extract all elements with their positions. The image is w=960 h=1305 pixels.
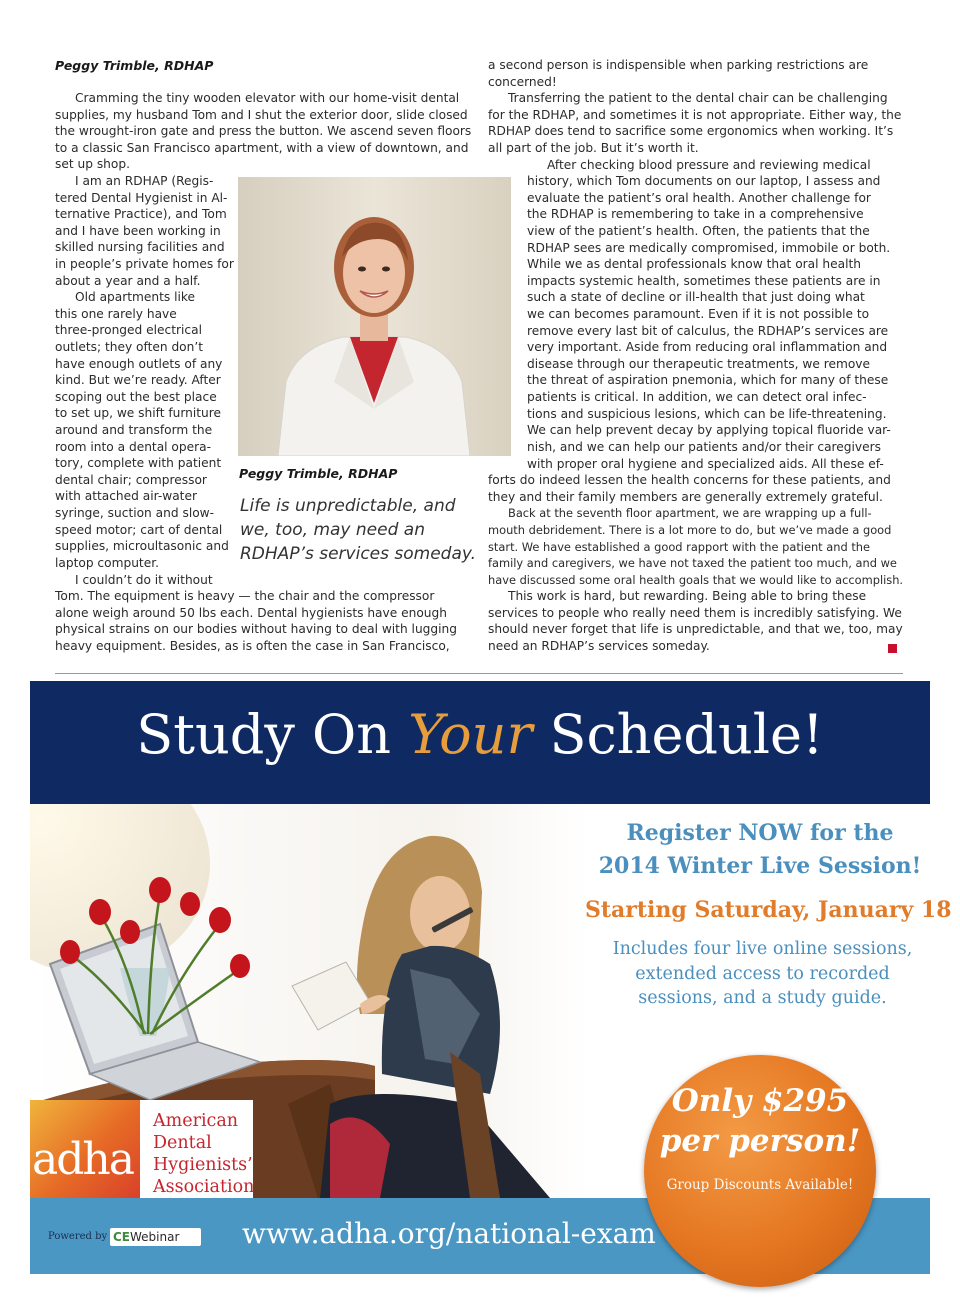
article-text-line: they and their family members are generally extremely grateful. [488, 490, 883, 504]
ad-headline-emphasis: Your [408, 703, 533, 766]
adha-logo-mark [30, 1100, 140, 1198]
end-mark-icon [888, 644, 897, 653]
article-text-line: history, which Tom documents on our laptop, I assess and [527, 174, 881, 188]
adha-logo-text [153, 1110, 254, 1198]
article-text-line: impacts systemic health, sometimes these patients are in [527, 274, 881, 288]
article-text-line: have discussed some oral health goals that we would like to accomplish. [488, 573, 904, 587]
article-text-line: This work is hard, but rewarding. Being able to bring these [508, 589, 867, 603]
section-divider [55, 673, 903, 674]
article-text-line: to set up, we shift furniture [55, 406, 222, 420]
article-text-line: Back at the seventh floor apartment, we are wrapping up a full- [508, 506, 872, 520]
article-text-line: alone weigh around 50 lbs each. Dental hygienists have enough [55, 606, 447, 620]
article-text-line: forts do indeed lessen the health concerns for these patients, and [488, 473, 891, 487]
price-line: per person! [659, 1123, 861, 1159]
article-text-line: the wrought-iron gate and press the button. We ascend seven floors [55, 124, 472, 138]
ad-includes-line: sessions, and a study guide. [638, 988, 887, 1008]
article-text-line: scoping out the best place [55, 390, 217, 404]
article-text-line: for the RDHAP, and sometimes it is not appropriate. Either way, the [488, 108, 902, 122]
ad-register-line: 2014 Winter Live Session! [598, 853, 922, 879]
article-text-line: syringe, suction and slow- [55, 506, 215, 520]
article-text-line: tions and suspicious lesions, which can be life-threatening. [527, 407, 887, 421]
article-text-line: this one rarely have [55, 307, 177, 321]
ad-headline-part1: Study On [136, 703, 409, 766]
article-text-line: mouth debridement. There is a lot more to do, but we’ve made a good [488, 523, 892, 537]
article-text-line: We can help prevent decay by applying topical fluoride var- [527, 423, 891, 437]
article-text-line: disease through our therapeutic treatments, we remove [527, 357, 871, 371]
article-text-line: dental chair; compressor [55, 473, 207, 487]
pull-quote-line: Life is unpredictable, and [240, 496, 456, 516]
article-text-line: While we as dental professionals know that oral health [527, 257, 861, 271]
article-text-line: the threat of aspiration pnemonia, which for many of these [527, 373, 889, 387]
article-text-line: I couldn’t do it without [75, 573, 213, 587]
ad-start-date: Starting Saturday, January 18 [585, 897, 952, 923]
article-text-line: tory, complete with patient [55, 456, 222, 470]
ad-headline-part2: Schedule! [532, 703, 824, 766]
article-text-line: with proper oral hygiene and specialized aids. All these ef- [527, 457, 884, 471]
price-badge [644, 1055, 876, 1287]
article-text-line: ternative Practice), and Tom [55, 207, 227, 221]
article-text-line: the RDHAP is remembering to take in a comprehensive [527, 207, 864, 221]
article-text-line: RDHAP sees are medically compromised, immobile or both. [527, 241, 891, 255]
ad-includes-text [590, 937, 935, 1011]
article-text-line: nish, and we can help our patients and/or their caregivers [527, 440, 881, 454]
article-text-line: with attached air-water [55, 489, 197, 503]
article-text-line: Transferring the patient to the dental chair can be challenging [508, 91, 888, 105]
group-discounts-text: Group Discounts Available! [666, 1177, 854, 1193]
article-text-line: supplies, my husband Tom and I shut the exterior door, slide closed [55, 108, 468, 122]
ad-register-text [590, 817, 930, 883]
article-text-line: Cramming the tiny wooden elevator with our home-visit dental [75, 91, 460, 105]
cewebinar-logo-text: Webinar [130, 1230, 180, 1244]
article-text-line: a second person is indispensible when parking restrictions are [488, 58, 869, 72]
ad-includes-line: Includes four live online sessions, [612, 939, 913, 959]
article-text-line: around and transform the [55, 423, 213, 437]
price-line: Only $295 [671, 1083, 849, 1119]
article-text-line: services to people who really need them is incredibly satisfying. We [488, 606, 902, 620]
cewebinar-logo-ce: CE [113, 1230, 131, 1244]
article-text-line: should never forget that life is unpredictable, and that we, too, may [488, 622, 903, 636]
article-text-line: three-pronged electrical [55, 323, 202, 337]
article-text-line: supplies, microultasonic and [55, 539, 229, 553]
article-text-line: skilled nursing facilities and [55, 240, 225, 254]
article-text-line: in people’s private homes for [55, 257, 234, 271]
article-text-line: all part of the job. But it’s worth it. [488, 141, 699, 155]
article-text-line: remove every last bit of calculus, the RDHAP’s services are [527, 324, 889, 338]
article-text-line: patients is critical. In addition, we can detect oral infec- [527, 390, 867, 404]
adha-logo-line: Dental [153, 1133, 212, 1153]
adha-logo-line: Hygienists’ [153, 1155, 253, 1175]
ad-headline [30, 703, 930, 766]
adha-logo-line: Association [153, 1177, 255, 1197]
author-photo [238, 177, 511, 456]
adha-logo-line: American [153, 1111, 239, 1131]
pull-quote-line: RDHAP’s services someday. [240, 544, 477, 564]
article-text-line: have enough outlets of any [55, 357, 223, 371]
article-text-line: Tom. The equipment is heavy — the chair and the compressor [55, 589, 435, 603]
author-portrait-illustration [238, 177, 511, 456]
ad-headline-banner [30, 681, 930, 804]
article-text-line: view of the patient’s health. Often, the patients that the [527, 224, 870, 238]
price-text [644, 1081, 876, 1161]
article-text-line: outlets; they often don’t [55, 340, 204, 354]
article-text-line: to a classic San Francisco apartment, with a view of downtown, and [55, 141, 469, 155]
article-text-line: Old apartments like [75, 290, 196, 304]
article-text-line: tered Dental Hygienist in Al- [55, 191, 228, 205]
article-text-line: speed motor; cart of dental [55, 523, 223, 537]
byline: Peggy Trimble, RDHAP [55, 58, 214, 73]
article-text-line: such a state of decline or ill-health that just doing what [527, 290, 865, 304]
article-text-line: need an RDHAP’s services someday. [488, 639, 710, 653]
article-text-line: very important. Aside from reducing oral inflammation and [527, 340, 888, 354]
article-text-line: concerned! [488, 75, 557, 89]
cewebinar-logo [110, 1228, 201, 1246]
photo-caption: Peggy Trimble, RDHAP [239, 466, 398, 481]
article-text-line: evaluate the patient’s oral health. Another challenge for [527, 191, 871, 205]
article-text-line: family and caregivers, we have not taxed the patient too much, and we [488, 556, 897, 570]
article-text-line: After checking blood pressure and reviewing medical [547, 158, 871, 172]
adha-logo [30, 1100, 253, 1198]
article-text-line: heavy equipment. Besides, as is often the case in San Francisco, [55, 639, 450, 653]
article-text-line: set up shop. [55, 157, 130, 171]
article-text-line: start. We have established a good rapport with the patient and the [488, 540, 871, 554]
powered-by-label: Powered by [48, 1231, 108, 1242]
article-text-line: kind. But we’re ready. After [55, 373, 221, 387]
article-text-line: and I have been working in [55, 224, 221, 238]
ad-register-line: Register NOW for the [626, 820, 894, 846]
article-text-line: physical strains on our bodies without having to deal with lugging [55, 622, 457, 636]
pull-quote-line: we, too, may need an [240, 520, 425, 540]
article-text-line: I am an RDHAP (Regis- [75, 174, 214, 188]
adha-logo-mark-text: adha [32, 1134, 133, 1185]
ad-website-link[interactable]: www.adha.org/national-exam [242, 1217, 656, 1250]
article-text-line: about a year and a half. [55, 274, 201, 288]
article-text-line: room into a dental opera- [55, 440, 211, 454]
article-text-line: laptop computer. [55, 556, 159, 570]
article-text-line: RDHAP does tend to sacrifice some ergonomics when working. It’s [488, 124, 894, 138]
article-text-line: we can becomes paramount. Even if it is not possible to [527, 307, 870, 321]
ad-includes-line: extended access to recorded [635, 963, 890, 984]
